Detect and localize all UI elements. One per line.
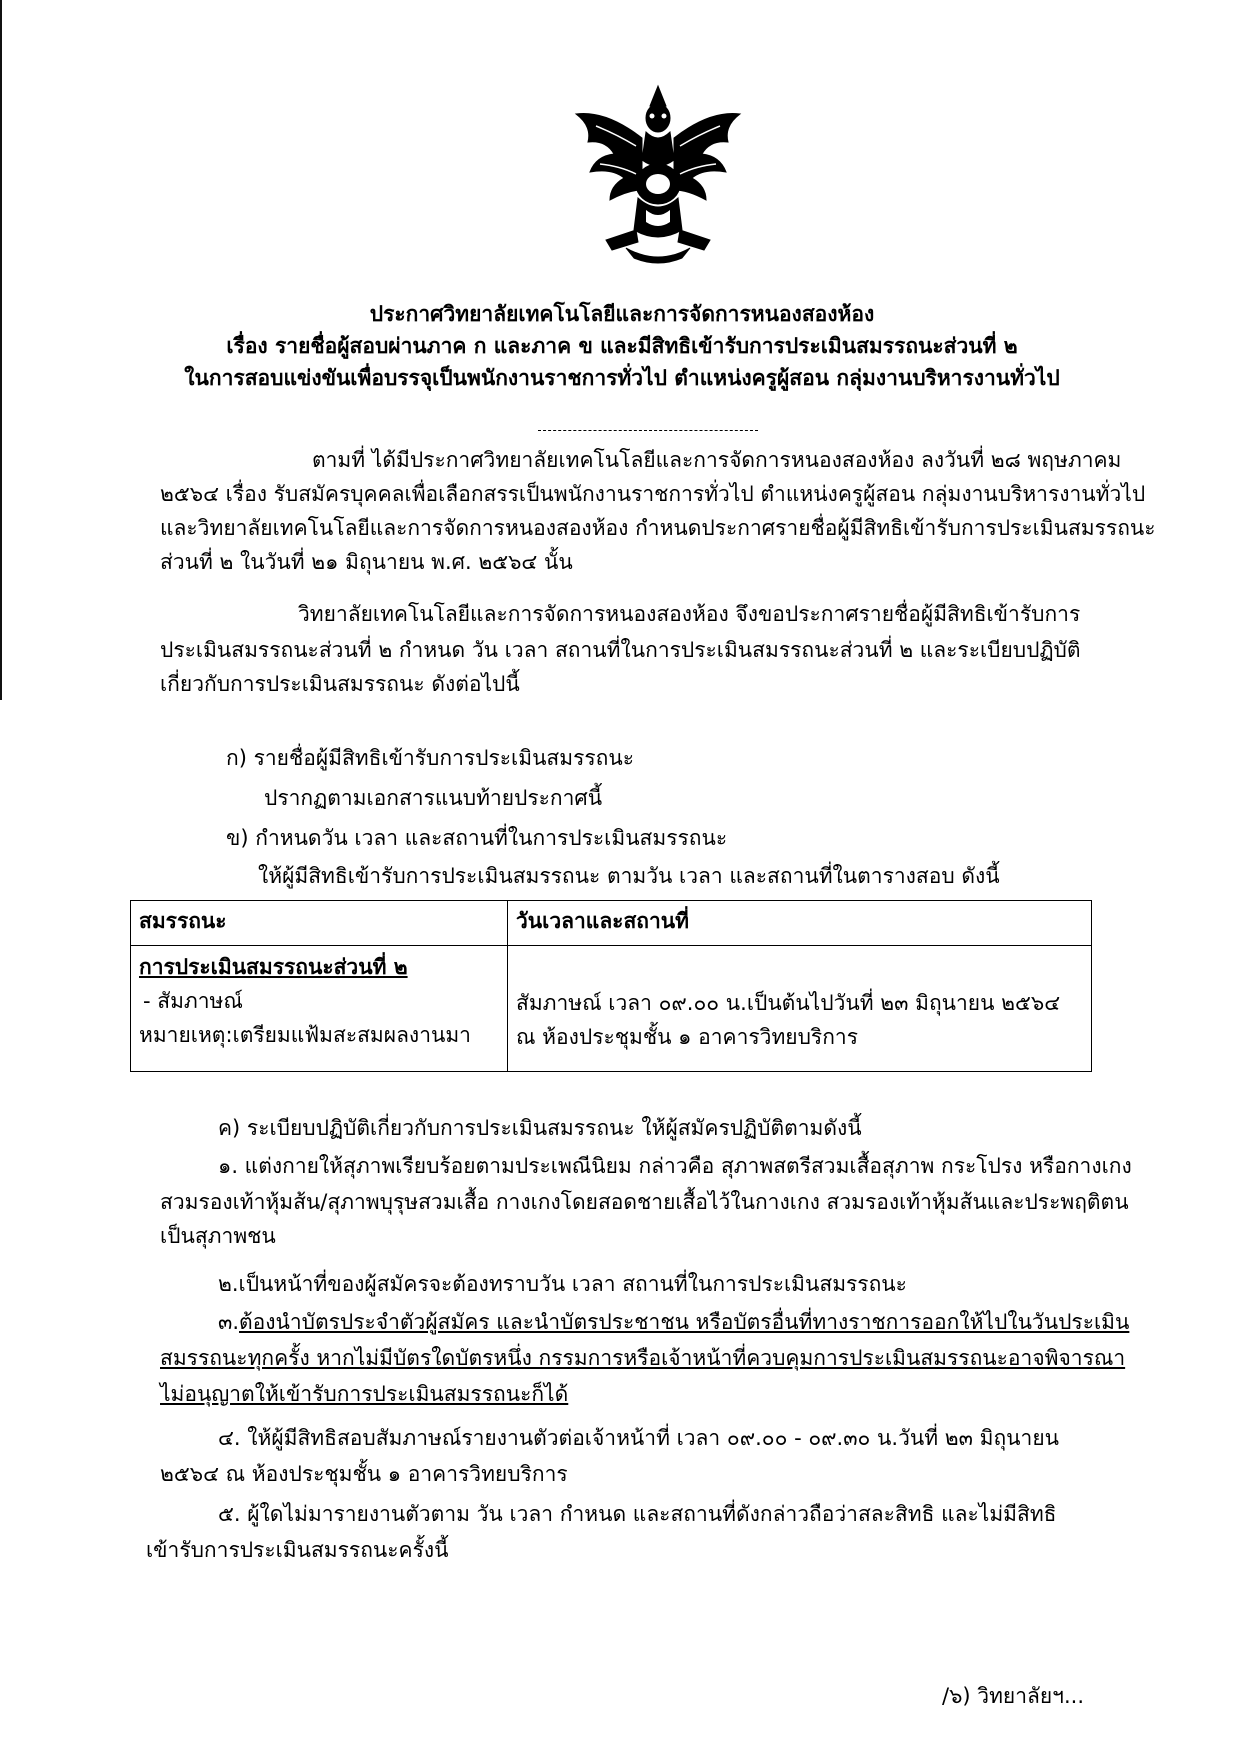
rules-title: ค) ระเบียบปฏิบัติเกี่ยวกับการประเมินสมรรถนะ ให้ผู้สมัครปฏิบัติตามดังนี้ [218,1116,862,1140]
item-a-detail: ปรากฏตามเอกสารแนบท้ายประกาศนี้ [264,786,603,810]
rule-3-line-2: สมรรถนะทุกครั้ง หากไม่มีบัตรใดบัตรหนึ่ง กรรมการหรือเจ้าหน้าที่ควบคุมการประเมินสมรรถนะอาจพิจารณา [160,1346,1126,1370]
rule-1-line-1: ๑. แต่งกายให้สุภาพเรียบร้อยตามประเพณีนิยม กล่าวคือ สุภาพสตรีสวมเสื้อสุภาพ กระโปรง หรือกางเกง [218,1154,1132,1178]
interview-place: ณ ห้องประชุมชั้น ๑ อาคารวิทยบริการ [516,1025,858,1049]
item-a-title: ก) รายชื่อผู้มีสิทธิเข้ารับการประเมินสมรรถนะ [226,746,635,770]
item-b-title: ข) กำหนดวัน เวลา และสถานที่ในการประเมินสมรรถนะ [226,826,728,850]
rule-5-line-2: เข้ารับการประเมินสมรรถนะครั้งนี้ [146,1538,449,1562]
intro-paragraph-1-line-3: และวิทยาลัยเทคโนโลยีและการจัดการหนองสองห้อง กำหนดประกาศรายชื่อผู้มีสิทธิเข้ารับการประเมินสมรรถนะ [160,516,1156,540]
announcement-title: ประกาศวิทยาลัยเทคโนโลยีและการจัดการหนองสองห้อง [369,302,875,326]
rule-4-line-2: ๒๕๖๔ ณ ห้องประชุมชั้น ๑ อาคารวิทยบริการ [160,1462,568,1486]
schedule-table [130,900,1092,1072]
intro-paragraph-1-line-2: ๒๕๖๔ เรื่อง รับสมัครบุคคลเพื่อเลือกสรรเป็นพนักงานราชการทั่วไป ตำแหน่งครูผู้สอน กลุ่มงานบริหารงานทั่วไป [160,482,1146,506]
table-cell-competency [131,946,508,1072]
intro-paragraph-2-line-1: วิทยาลัยเทคโนโลยีและการจัดการหนองสองห้อง จึงขอประกาศรายชื่อผู้มีสิทธิเข้ารับการ [298,602,1081,626]
assessment-part-title: การประเมินสมรรถนะส่วนที่ ๒ [139,955,408,979]
table-header-datetime-place: วันเวลาและสถานที่ [508,901,1092,946]
assessment-part-note: หมายเหตุ:เตรียมแฟ้มสะสมผลงานมา [139,1023,471,1047]
announcement-subject-line-2: ในการสอบแข่งขันเพื่อบรรจุเป็นพนักงานราชการทั่วไป ตำแหน่งครูผู้สอน กลุ่มงานบริหารงานทั่วไป [184,366,1060,390]
assessment-part-item: - สัมภาษณ์ [143,989,243,1013]
table-row [131,946,1092,1072]
rule-3-line-3: ไม่อนุญาตให้เข้ารับการประเมินสมรรถนะก็ได้ [160,1382,569,1406]
rule-1-line-2: สวมรองเท้าหุ้มส้น/สุภาพบุรุษสวมเสื้อ กางเกงโดยสอดชายเสื้อไว้ในกางเกง สวมรองเท้าหุ้มส้นและประพฤติตน [160,1190,1129,1214]
item-b-detail: ให้ผู้มีสิทธิเข้ารับการประเมินสมรรถนะ ตามวัน เวลา และสถานที่ในตารางสอบ ดังนี้ [258,864,1000,888]
garuda-emblem-icon [566,80,750,268]
table-header-competency: สมรรถนะ [131,901,508,946]
rule-3-text-1: ต้องนำบัตรประจำตัวผู้สมัคร และนำบัตรประชาชน หรือบัตรอื่นที่ทางราชการออกให้ไปในวันประเมิน [239,1310,1130,1334]
interview-time: สัมภาษณ์ เวลา ๐๙.๐๐ น.เป็นต้นไปวันที่ ๒๓ มิถุนายน ๒๕๖๔ [516,991,1061,1015]
table-cell-datetime-place [508,946,1092,1072]
page-continuation: /๖) วิทยาลัยฯ... [942,1684,1084,1708]
intro-paragraph-2-line-2: ประเมินสมรรถนะส่วนที่ ๒ กำหนด วัน เวลา สถานที่ในการประเมินสมรรถนะส่วนที่ ๒ และระเบียบปฏิบัติ [160,638,1081,662]
intro-paragraph-1-line-1: ตามที่ ได้มีประกาศวิทยาลัยเทคโนโลยีและการจัดการหนองสองห้อง ลงวันที่ ๒๘ พฤษภาคม [312,448,1122,472]
rule-2: ๒.เป็นหน้าที่ของผู้สมัครจะต้องทราบวัน เวลา สถานที่ในการประเมินสมรรถนะ [218,1272,907,1296]
rule-4-line-1: ๔. ให้ผู้มีสิทธิสอบสัมภาษณ์รายงานตัวต่อเจ้าหน้าที่ เวลา ๐๙.๐๐ - ๐๙.๓๐ น.วันที่ ๒๓ มิถุนายน [218,1426,1059,1450]
intro-paragraph-1-line-4: ส่วนที่ ๒ ในวันที่ ๒๑ มิถุนายน พ.ศ. ๒๕๖๔ นั้น [160,550,573,574]
rule-3-number: ๓. [218,1310,240,1334]
rule-5-line-1: ๕. ผู้ใดไม่มารายงานตัวตาม วัน เวลา กำหนด และสถานที่ดังกล่าวถือว่าสละสิทธิ และไม่มีสิทธิ [218,1502,1057,1526]
header-separator [538,430,758,431]
intro-paragraph-2-line-3: เกี่ยวกับการประเมินสมรรถนะ ดังต่อไปนี้ [160,672,520,696]
table-header-row [131,901,1092,946]
rule-1-line-3: เป็นสุภาพชน [160,1224,276,1248]
announcement-subject-line-1: เรื่อง รายชื่อผู้สอบผ่านภาค ก และภาค ข และมีสิทธิเข้ารับการประเมินสมรรถนะส่วนที่ ๒ [226,334,1018,358]
rule-3-line-1 [218,1308,1129,1336]
